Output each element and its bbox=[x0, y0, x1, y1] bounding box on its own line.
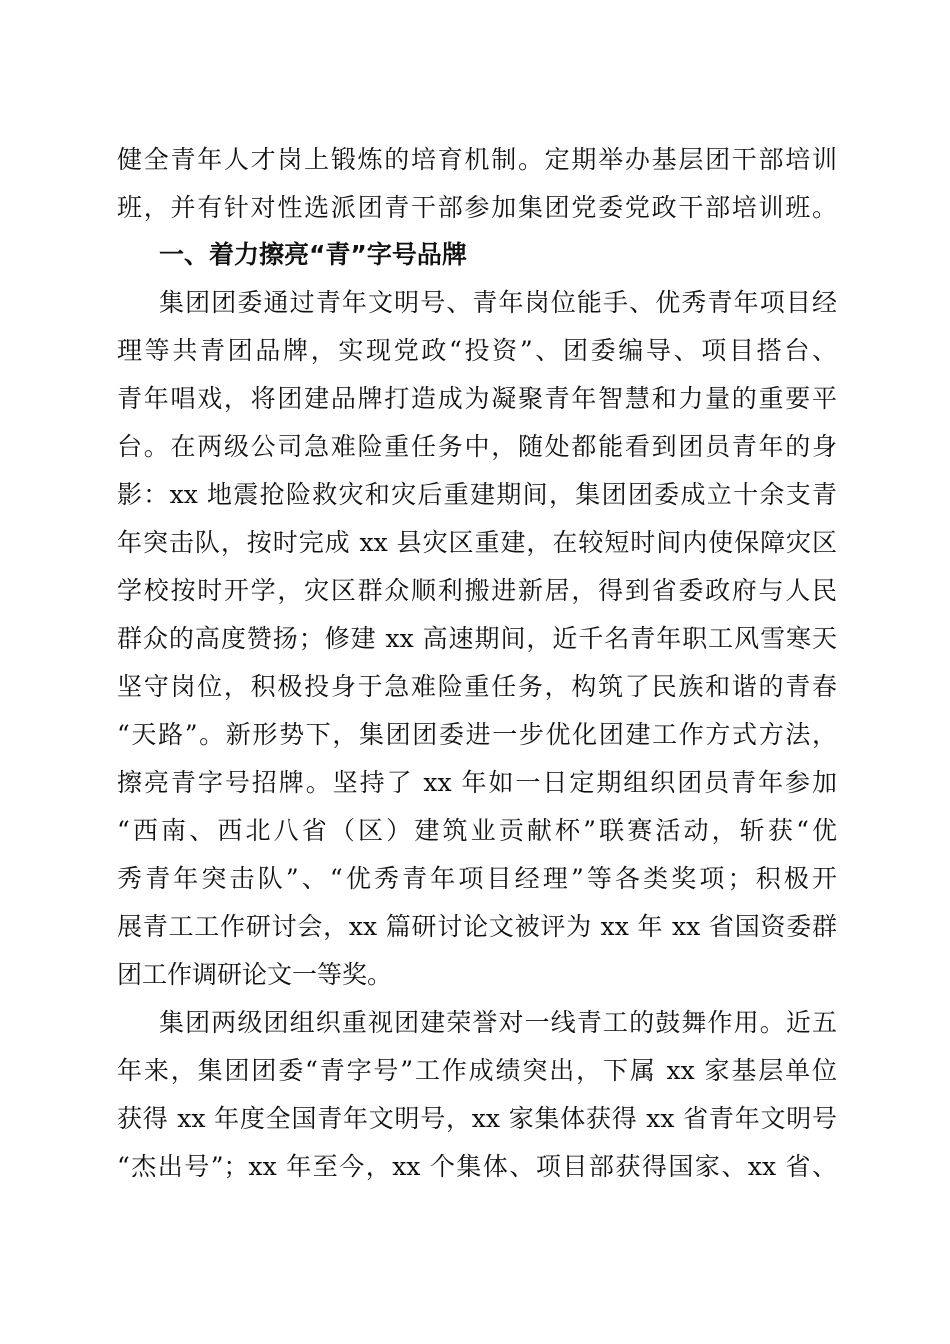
paragraph1-line-3: 青年唱戏，将团建品牌打造成为凝聚青年智慧和力量的重要平 bbox=[117, 384, 837, 413]
paragraph1-line-15: 团工作调研论文一等奖。 bbox=[117, 960, 393, 989]
paragraph1-line-12: “西南、西北八省（区）建筑业贡献杯”联赛活动，斩获“优 bbox=[117, 816, 837, 845]
paragraph1-line-8: 群众的高度赞扬；修建 xx 高速期间，近千名青年职工风雪寒天 bbox=[117, 624, 837, 653]
paragraph2-line-2: 年来，集团团委“青字号”工作成绩突出，下属 xx 家基层单位 bbox=[117, 1056, 837, 1085]
section-heading: 一、着力擦亮“青”字号品牌 bbox=[159, 240, 467, 269]
paragraph1-line-4: 台。在两级公司急难险重任务中，随处都能看到团员青年的身 bbox=[117, 432, 837, 461]
paragraph1-line-10: “天路”。新形势下，集团团委进一步优化团建工作方式方法， bbox=[117, 720, 837, 749]
intro-line-2: 班，并有针对性选派团青干部参加集团党委党政干部培训班。 bbox=[117, 193, 837, 222]
paragraph2-line-1: 集团两级团组织重视团建荣誉对一线青工的鼓舞作用。近五 bbox=[159, 1008, 837, 1037]
paragraph2-line-4: “杰出号”；xx 年至今，xx 个集体、项目部获得国家、xx 省、 bbox=[117, 1152, 837, 1181]
paragraph1-line-2: 理等共青团品牌，实现党政“投资”、团委编导、项目搭台、 bbox=[117, 336, 837, 365]
paragraph1-line-14: 展青工工作研讨会，xx 篇研讨论文被评为 xx 年 xx 省国资委群 bbox=[117, 912, 837, 941]
paragraph1-line-1: 集团团委通过青年文明号、青年岗位能手、优秀青年项目经 bbox=[159, 288, 837, 317]
paragraph1-line-6: 年突击队，按时完成 xx 县灾区重建，在较短时间内使保障灾区 bbox=[117, 528, 837, 557]
paragraph1-line-11: 擦亮青字号招牌。坚持了 xx 年如一日定期组织团员青年参加 bbox=[117, 768, 837, 797]
paragraph1-line-7: 学校按时开学，灾区群众顺利搬进新居，得到省委政府与人民 bbox=[117, 576, 837, 605]
paragraph1-line-9: 坚守岗位，积极投身于急难险重任务，构筑了民族和谐的青春 bbox=[117, 672, 837, 701]
paragraph2-line-3: 获得 xx 年度全国青年文明号，xx 家集体获得 xx 省青年文明号 bbox=[117, 1104, 837, 1133]
paragraph1-line-5: 影：xx 地震抢险救灾和灾后重建期间，集团团委成立十余支青 bbox=[117, 480, 837, 509]
intro-line-1: 健全青年人才岗上锻炼的培育机制。定期举办基层团干部培训 bbox=[117, 145, 837, 174]
paragraph1-line-13: 秀青年突击队”、“优秀青年项目经理”等各类奖项；积极开 bbox=[117, 864, 837, 893]
